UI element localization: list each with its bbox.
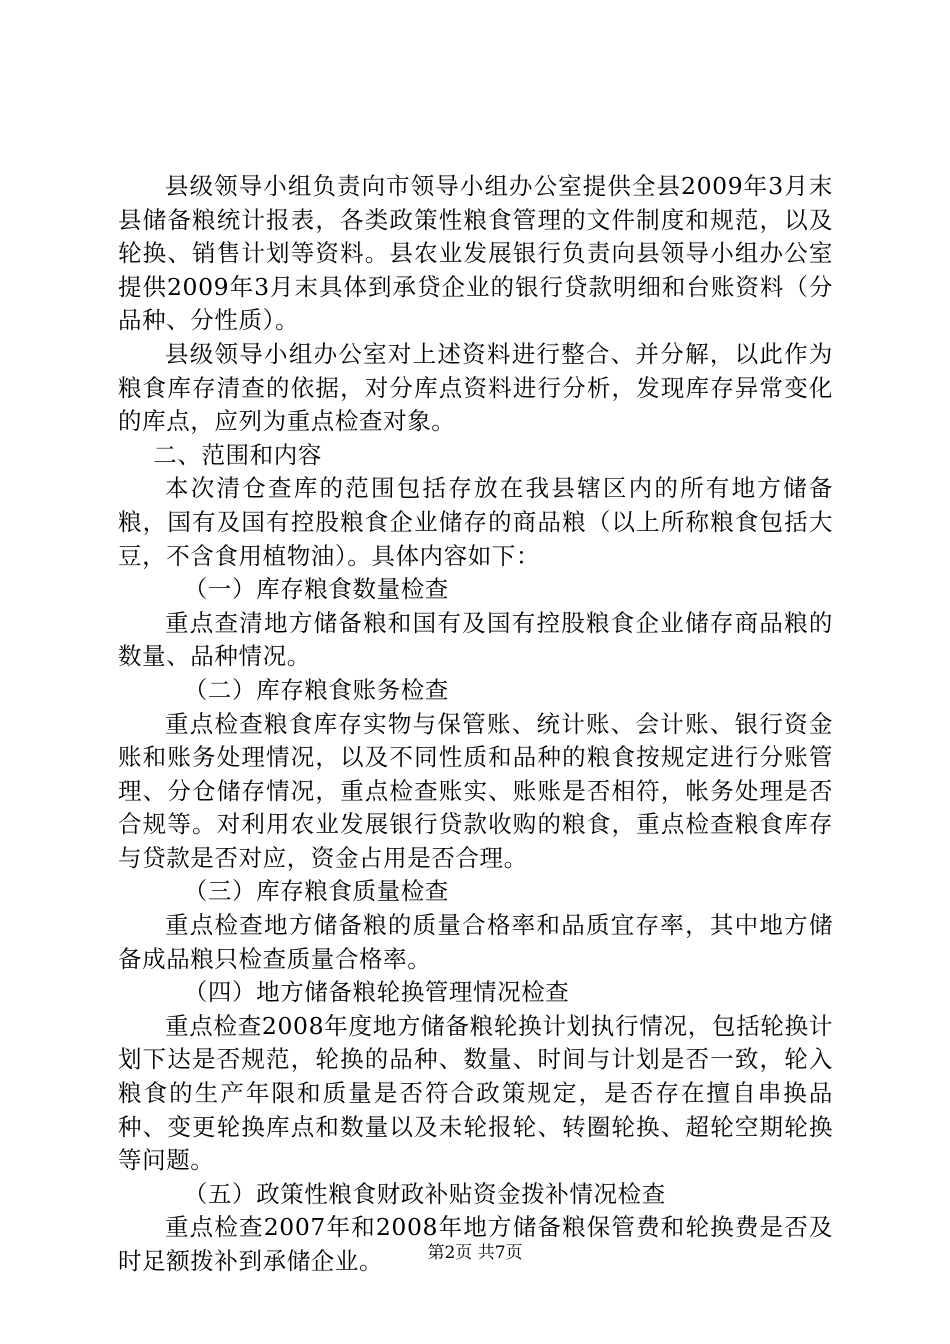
document-body bbox=[118, 170, 833, 1279]
paragraph: 县级领导小组负责向市领导小组办公室提供全县2009年3月末县储备粮统计报表，各类政策性粮食管理的文件制度和规范，以及轮换、销售计划等资料。县农业发展银行负责向县领导小组办公室提供2009年3月末具体到承贷企业的银行贷款明细和台账资料（分品种、分性质）。 bbox=[118, 172, 833, 335]
paragraph: 重点检查地方储备粮的质量合格率和品质宜存率，其中地方储备成品粮只检查质量合格率。 bbox=[118, 911, 833, 973]
paragraph: 重点检查2008年度地方储备粮轮换计划执行情况，包括轮换计划下达是否规范，轮换的品种、数量、时间与计划是否一致，轮入粮食的生产年限和质量是否符合政策规定，是否存在擅自串换品种、变更轮换库点和数量以及未轮报轮、转圈轮换、超轮空期轮换等问题。 bbox=[118, 1011, 833, 1175]
paragraph: 重点查清地方储备粮和国有及国有控股粮食企业储存商品粮的数量、品种情况。 bbox=[118, 608, 833, 671]
paragraph: 重点检查粮食库存实物与保管账、统计账、会计账、银行资金账和账务处理情况，以及不同性质和品种的粮食按规定进行分账管理、分仓储存情况，重点检查账实、账账是否相符，帐务处理是否合规等。对利用农业发展银行贷款收购的粮食，重点检查粮食库存与贷款是否对应，资金占用是否合理。 bbox=[118, 709, 833, 872]
section-heading: 二、范围和内容 bbox=[153, 440, 322, 469]
paragraph: 县级领导小组办公室对上述资料进行整合、并分解，以此作为粮食库存清查的依据，对分库点资料进行分析，发现库存异常变化的库点，应列为重点检查对象。 bbox=[118, 339, 833, 436]
subsection-heading: （五）政策性粮食财政补贴资金拨补情况检查 bbox=[183, 1179, 666, 1208]
subsection-heading: （二）库存粮食账务检查 bbox=[183, 675, 449, 704]
paragraph: 重点检查2007年和2008年地方储备粮保管费和轮换费是否及时足额拨补到承储企业。 bbox=[118, 1213, 833, 1275]
paragraph: 本次清仓查库的范围包括存放在我县辖区内的所有地方储备粮，国有及国有控股粮食企业储存的商品粮（以上所称粮食包括大豆，不含食用植物油）。具体内容如下： bbox=[118, 474, 833, 570]
page-number-footer: 第2页 共7页 bbox=[427, 1243, 523, 1263]
subsection-heading: （三）库存粮食质量检查 bbox=[183, 877, 449, 906]
subsection-heading: （一）库存粮食数量检查 bbox=[183, 575, 449, 604]
subsection-heading: （四）地方储备粮轮换管理情况检查 bbox=[183, 978, 570, 1007]
